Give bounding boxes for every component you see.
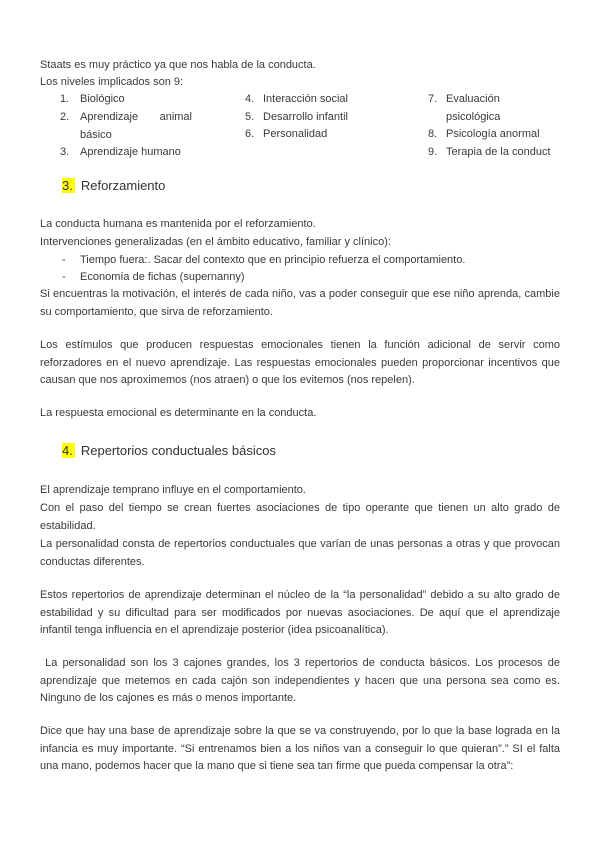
heading-number: 4. [62, 443, 73, 458]
paragraph: Estos repertorios de aprendizaje determinan el núcleo de la “la personalidad” debido a su alto grado de estabilidad y su dificultad para ser modificados por nuevas asociaciones. De aquí que el aprendizaje infantil tenga influencia en el aprendizaje posterior (idea psicoanalítica). [40, 589, 560, 637]
item-text: Biológico [80, 93, 125, 105]
item-text: Evaluación psicológica [446, 93, 501, 123]
bullet-text: Tiempo fuera:. Sacar del contexto que en principio refuerza el comportamiento. [80, 254, 466, 266]
heading-title: Repertorios conductuales básicos [80, 443, 276, 458]
paragraph: La conducta humana es mantenida por el reforzamiento. [40, 218, 316, 230]
item-number: 2. [60, 111, 70, 123]
heading-title: Reforzamiento [80, 178, 166, 193]
item-number: 7. [428, 93, 438, 105]
item-number: 9. [428, 146, 438, 158]
dash-bullet-icon: - [62, 271, 66, 283]
intro-line-2: Los niveles implicados son 9: [40, 76, 184, 88]
paragraph: Con el paso del tiempo se crean fuertes asociaciones de tipo operante que tienen un alto grado de estabilidad. [40, 502, 560, 532]
item-text: Interacción social [263, 93, 348, 105]
paragraph: Intervenciones generalizadas (en el ámbito educativo, familiar y clínico): [40, 236, 391, 248]
paragraph: El aprendizaje temprano influye en el comportamiento. [40, 484, 306, 496]
paragraph: La personalidad son los 3 cajones grandes, los 3 repertorios de conducta básicos. Los procesos de aprendizaje que metemos en cada cajón son independientes y hacen que una persona sea como es. Ninguno de los cajones es más o menos importante. [40, 657, 564, 705]
paragraph: Los estímulos que producen respuestas emocionales tienen la función adicional de servir como reforzadores en el nuevo aprendizaje. Las respuestas emocionales pueden proporcionar incentivos que causan que nos aproximemos (nos atraen) o que los evitemos (nos repelen). [40, 339, 560, 387]
item-text: Aprendizaje animal básico [80, 111, 192, 141]
item-text: Desarrollo infantil [263, 111, 348, 123]
heading-number: 3. [62, 178, 73, 193]
item-text: Psicología anormal [446, 128, 540, 140]
intro-line-1: Staats es muy práctico ya que nos habla de la conducta. [40, 59, 316, 71]
item-text: Terapia de la conduct [446, 146, 551, 158]
item-number: 3. [60, 146, 70, 158]
section-heading-4 [62, 443, 276, 458]
item-number: 5. [245, 111, 255, 123]
item-text: Aprendizaje humano [80, 146, 181, 158]
section-heading-3 [62, 178, 165, 193]
item-number: 6. [245, 128, 255, 140]
item-text: Personalidad [263, 128, 328, 140]
item-number: 1. [60, 93, 70, 105]
item-number: 4. [245, 93, 255, 105]
paragraph: La respuesta emocional es determinante en la conducta. [40, 407, 317, 419]
paragraph: Dice que hay una base de aprendizaje sobre la que se va construyendo, por lo que la base lograda en la infancia es muy importante. “Si entrenamos bien a los niños van a conseguir lo que quieran”.” SI el falta una mano, podemos hacer que la mano que si tiene sea tan firme que pueda compensar la otra”: [40, 725, 560, 773]
paragraph: Si encuentras la motivación, el interés de cada niño, vas a poder conseguir que ese niño aprenda, cambie su comportamiento, que sirva de reforzamiento. [40, 288, 560, 318]
paragraph: La personalidad consta de repertorios conductuales que varían de unas personas a otras y que provocan conductas diferentes. [40, 538, 560, 568]
item-number: 8. [428, 128, 438, 140]
dash-bullet-icon: - [62, 254, 66, 266]
bullet-text: Economía de fichas (supernanny) [80, 271, 245, 283]
